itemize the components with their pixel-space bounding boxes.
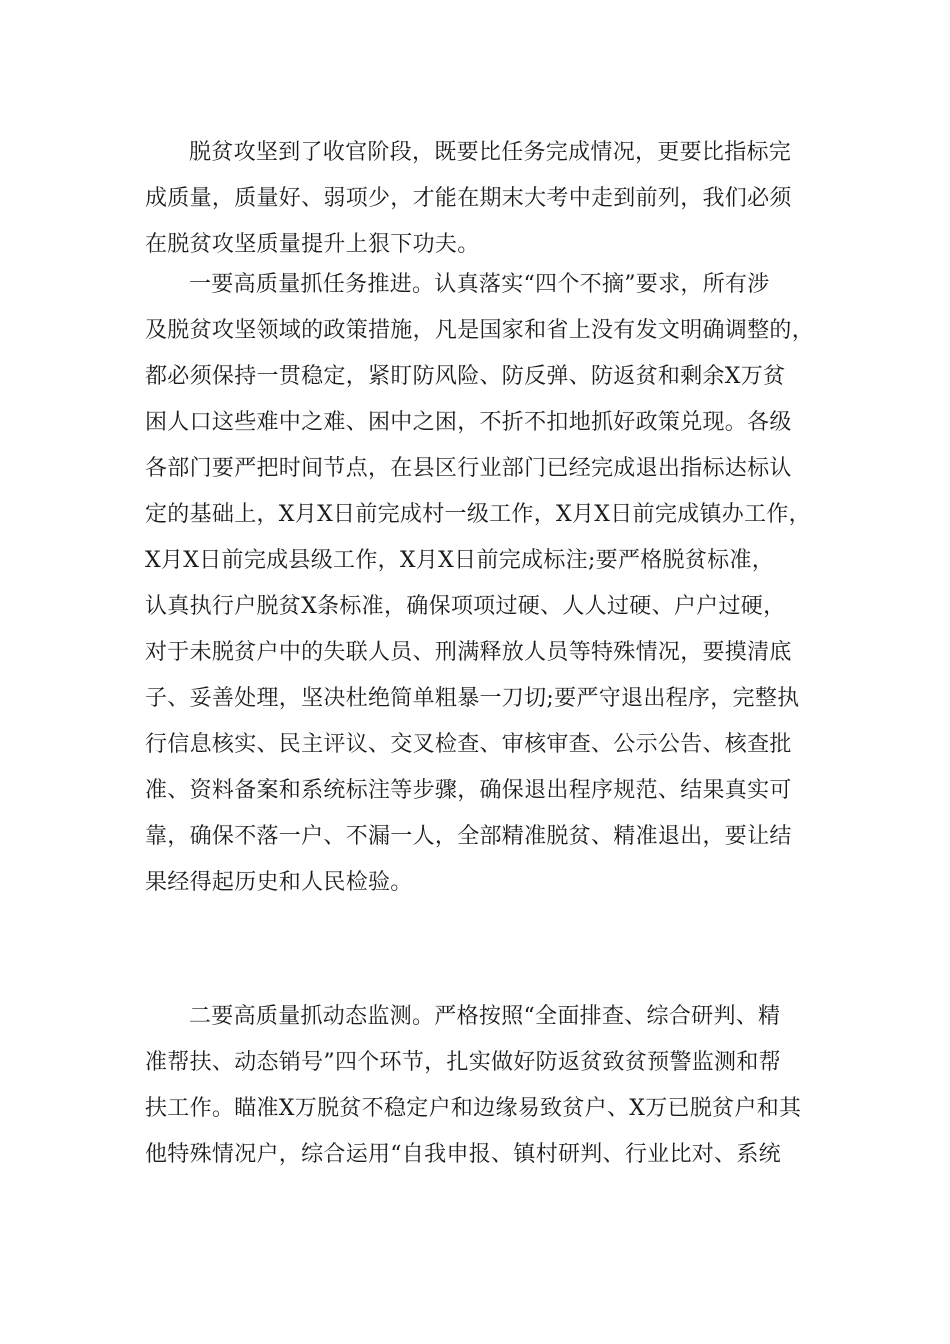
text-line: 扶工作。瞄准X万脱贫不稳定户和边缘易致贫户、X万已脱贫户和其 (145, 1096, 802, 1121)
text-line: 子、妥善处理，坚决杜绝简单粗暴一刀切;要严守退出程序，完整执 (145, 686, 800, 711)
text-line: 困人口这些难中之难、困中之困，不折不扣地抓好政策兑现。各级 (145, 410, 792, 435)
text-line: 脱贫攻坚到了收官阶段，既要比任务完成情况，更要比指标完 (189, 140, 792, 165)
text-line: 定的基础上，X月X日前完成村一级工作，X月X日前完成镇办工作， (145, 502, 811, 527)
text-line: 在脱贫攻坚质量提升上狠下功夫。 (145, 232, 480, 257)
text-line: 准帮扶、动态销号”四个环节，扎实做好防返贫致贫预警监测和帮 (145, 1050, 781, 1075)
paragraph-intro (145, 130, 815, 268)
text-line: 二要高质量抓动态监测。严格按照“全面排查、综合研判、精 (189, 1004, 781, 1029)
text-line: 准、资料备案和系统标注等步骤，确保退出程序规范、结果真实可 (145, 778, 792, 803)
text-line: 各部门要严把时间节点，在县区行业部门已经完成退出指标达标认 (145, 456, 792, 481)
text-line: 成质量，质量好、弱项少，才能在期末大考中走到前列，我们必须 (145, 186, 792, 211)
text-line: 认真执行户脱贫X条标准，确保项项过硬、人人过硬、户户过硬， (145, 594, 786, 619)
text-line: 一要高质量抓任务推进。认真落实“四个不摘”要求，所有涉 (189, 272, 770, 297)
paragraph-task-advance (145, 262, 815, 906)
text-line: X月X日前完成县级工作，X月X日前完成标注;要严格脱贫标准， (145, 548, 775, 573)
paragraph-dynamic-monitoring (145, 994, 815, 1178)
text-line: 他特殊情况户，综合运用“自我申报、镇村研判、行业比对、系统 (145, 1142, 781, 1167)
text-line: 对于未脱贫户中的失联人员、刑满释放人员等特殊情况，要摸清底 (145, 640, 792, 665)
text-line: 果经得起历史和人民检验。 (145, 870, 413, 895)
text-line: 行信息核实、民主评议、交叉检查、审核审查、公示公告、核查批 (145, 732, 792, 757)
text-line: 都必须保持一贯稳定，紧盯防风险、防反弹、防返贫和剩余X万贫 (145, 364, 786, 389)
text-line: 及脱贫攻坚领域的政策措施，凡是国家和省上没有发文明确调整的， (145, 318, 815, 343)
text-line: 靠，确保不落一户、不漏一人，全部精准脱贫、精准退出，要让结 (145, 824, 792, 849)
